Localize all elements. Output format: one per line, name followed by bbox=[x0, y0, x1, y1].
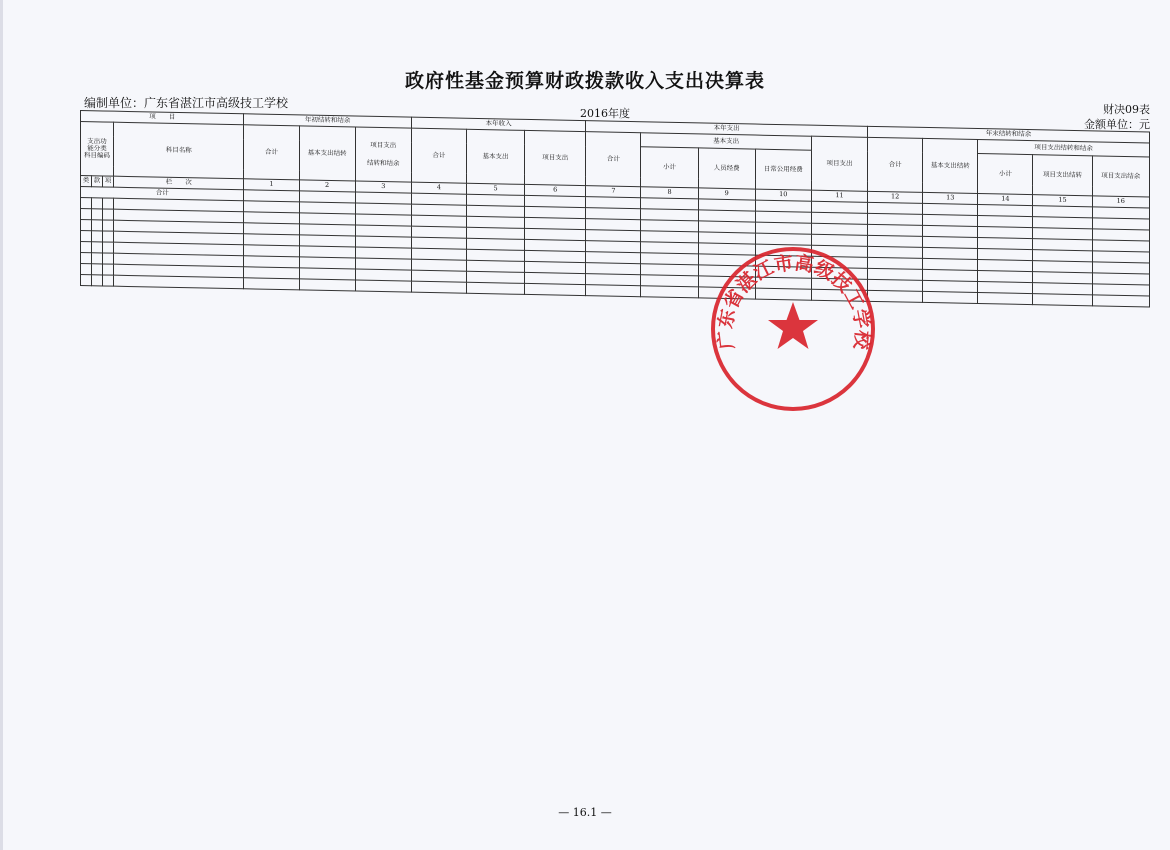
col-3-line-2: 结转和结余 bbox=[367, 158, 400, 167]
closing-balance-header: 年末结转和结余 bbox=[868, 126, 1150, 143]
cell bbox=[103, 198, 114, 209]
col-number: 16 bbox=[1092, 196, 1149, 208]
cell bbox=[103, 231, 114, 242]
form-number: 财决09表 bbox=[1103, 103, 1150, 116]
col-number: 4 bbox=[411, 182, 466, 194]
func-code-line-1: 支出功 bbox=[87, 136, 107, 146]
page-number: — 16.1 — bbox=[558, 806, 612, 819]
code-item-header: 项 bbox=[103, 176, 114, 187]
cell bbox=[81, 264, 92, 275]
col-number: 7 bbox=[586, 186, 641, 198]
income-header: 本年收入 bbox=[411, 117, 585, 132]
col-16-header: 项目支出结余 bbox=[1092, 156, 1149, 197]
cell bbox=[81, 253, 92, 264]
page-title: 政府性基金预算财政拨款收入支出决算表 bbox=[404, 70, 765, 92]
col-4-header: 合计 bbox=[411, 128, 466, 183]
col-number: 12 bbox=[868, 191, 923, 203]
cell bbox=[586, 285, 641, 297]
cell bbox=[103, 242, 114, 253]
function-class-code-header bbox=[81, 122, 114, 177]
cell bbox=[92, 264, 103, 275]
col-15-header: 项目支出结转 bbox=[1033, 155, 1092, 196]
func-code-line-2: 能分类 bbox=[87, 144, 107, 153]
cell bbox=[81, 198, 92, 209]
cell bbox=[103, 209, 114, 220]
cell bbox=[244, 278, 299, 290]
cell bbox=[103, 220, 114, 231]
code-section-header: 款 bbox=[92, 176, 103, 187]
col-number: 6 bbox=[525, 184, 586, 196]
col-5-header: 基本支出 bbox=[466, 129, 524, 184]
column-order-label: 栏 次 bbox=[114, 176, 244, 190]
expense-header: 本年支出 bbox=[586, 121, 868, 138]
cell bbox=[466, 282, 524, 294]
col-number: 3 bbox=[355, 181, 411, 193]
seal-star-icon bbox=[768, 302, 818, 349]
total-row-label: 合计 bbox=[81, 187, 244, 201]
cell bbox=[299, 279, 355, 291]
cell bbox=[103, 264, 114, 275]
cell bbox=[923, 291, 978, 303]
cell bbox=[81, 275, 92, 286]
cell bbox=[92, 275, 103, 286]
col-7-header: 合计 bbox=[586, 132, 641, 187]
cell bbox=[92, 242, 103, 253]
col-9-header: 人员经费 bbox=[698, 148, 755, 189]
cell bbox=[92, 198, 103, 209]
official-seal-stamp bbox=[708, 244, 878, 414]
func-code-line-3: 科目编码 bbox=[84, 151, 111, 160]
cell bbox=[103, 275, 114, 286]
cell bbox=[114, 275, 244, 289]
cell bbox=[525, 283, 586, 295]
project-closing-header: 项目支出结转和结余 bbox=[978, 140, 1150, 157]
cell bbox=[81, 209, 92, 220]
cell bbox=[81, 242, 92, 253]
code-class-header: 类 bbox=[81, 176, 92, 187]
cell bbox=[1033, 294, 1092, 306]
col-13-header: 基本支出结转 bbox=[923, 138, 978, 193]
col-number: 13 bbox=[923, 192, 978, 204]
cell bbox=[1092, 295, 1149, 307]
cell bbox=[411, 281, 466, 293]
money-unit: 金额单位：元 bbox=[1084, 118, 1150, 131]
cell bbox=[81, 220, 92, 231]
col-number: 14 bbox=[978, 194, 1033, 206]
cell bbox=[355, 280, 411, 292]
col-number: 2 bbox=[299, 180, 355, 192]
col-number: 8 bbox=[641, 187, 698, 199]
report-table bbox=[80, 110, 1150, 307]
seal-text: 广东省湛江市高级技工学校 bbox=[714, 252, 874, 351]
col-2-header: 基本支出结转 bbox=[299, 126, 355, 181]
col-number: 15 bbox=[1033, 195, 1092, 207]
cell bbox=[92, 231, 103, 242]
item-header: 项 目 bbox=[81, 111, 244, 125]
col-number: 9 bbox=[698, 188, 755, 200]
subject-name-header: 科目名称 bbox=[114, 122, 244, 179]
col-3-header bbox=[355, 127, 411, 182]
compiling-unit: 编制单位：广东省湛江市高级技工学校 bbox=[84, 96, 289, 110]
cell bbox=[978, 293, 1033, 305]
col-10-header: 日常公用经费 bbox=[755, 149, 811, 190]
cell bbox=[92, 209, 103, 220]
opening-balance-header: 年初结转和结余 bbox=[244, 114, 411, 128]
col-14-header: 小计 bbox=[978, 154, 1033, 195]
col-number: 1 bbox=[244, 179, 299, 191]
col-number: 5 bbox=[466, 183, 524, 195]
col-number: 11 bbox=[811, 190, 867, 202]
col-3-line-1: 项目支出 bbox=[370, 141, 397, 150]
col-number: 10 bbox=[755, 189, 811, 201]
cell bbox=[92, 253, 103, 264]
cell bbox=[641, 286, 698, 298]
cell bbox=[81, 231, 92, 242]
basic-expense-header: 基本支出 bbox=[641, 133, 811, 150]
col-12-header: 合计 bbox=[868, 137, 923, 192]
cell bbox=[103, 253, 114, 264]
col-8-header: 小计 bbox=[641, 147, 698, 188]
col-1-header: 合计 bbox=[244, 125, 299, 180]
report-table-wrap bbox=[80, 110, 1150, 311]
fiscal-year: 2016年度 bbox=[580, 107, 630, 120]
col-11-header: 项目支出 bbox=[811, 136, 867, 191]
col-6-header: 项目支出 bbox=[525, 130, 586, 185]
page-edge bbox=[0, 0, 3, 850]
cell bbox=[92, 220, 103, 231]
